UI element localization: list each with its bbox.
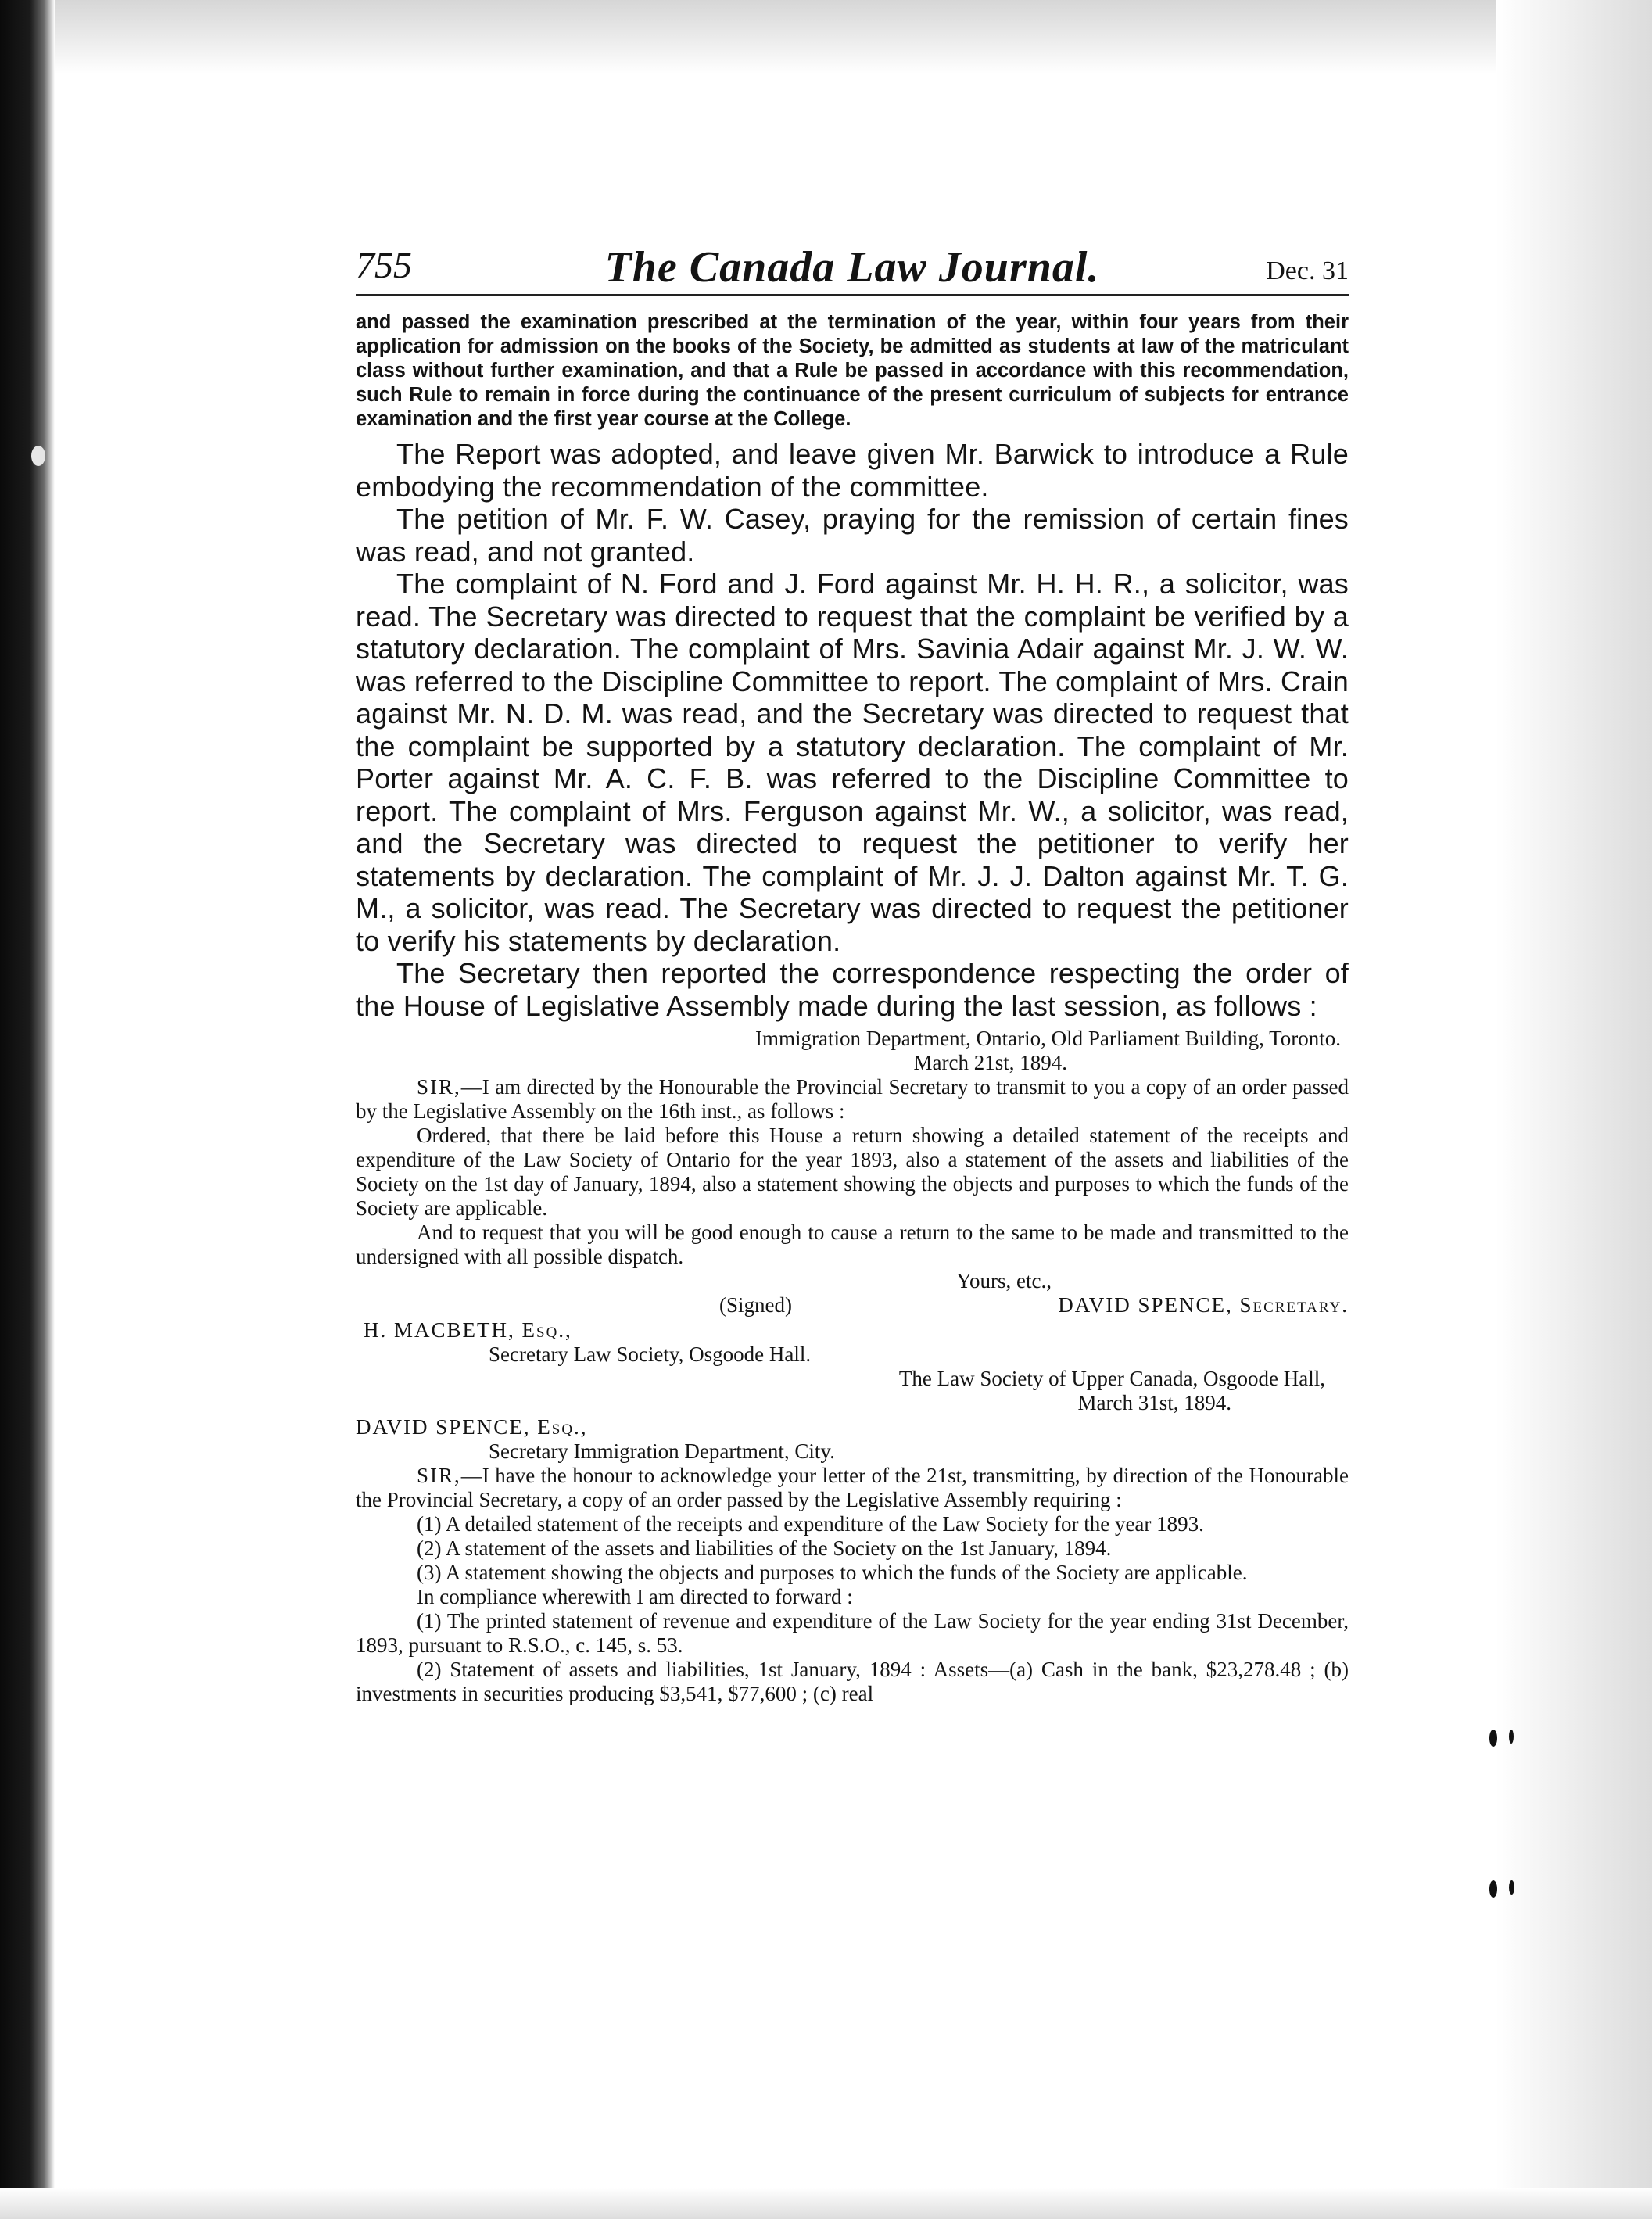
letter1-address: Immigration Department, Ontario, Old Parliament Building, Toronto. [755, 1027, 1341, 1050]
scan-speck [1509, 1880, 1514, 1895]
issue-date: Dec. 31 [1266, 256, 1349, 285]
letter2-salutation: SIR, [417, 1464, 461, 1487]
casey-petition-paragraph: The petition of Mr. F. W. Casey, praying for the remission of certain fines was read, and not granted. [356, 503, 1349, 568]
opening-paragraph: and passed the examination prescribed at the termination of the year, within four years from their application for admission on the books of the Society, be admitted as students at law of the matriculant class without further examination, and that a Rule be passed in accordance with this recommendation, such Rule to remain in force during the continuance of the present curriculum of subjects for entrance examination and the first year course at the College. [356, 311, 1349, 430]
page-number: 755 [356, 245, 412, 286]
scan-edge-bottom [0, 2188, 1652, 2219]
letter2-date: March 31st, 1894. [1077, 1391, 1231, 1414]
letter2-para1 [356, 1464, 1349, 1512]
letter2-addressee-title: Secretary Immigration Department, City. [489, 1439, 835, 1463]
correspondence-intro-paragraph: The Secretary then reported the correspondence respecting the order of the House of Legislative Assembly made during the last session, as follows : [356, 957, 1349, 1022]
scan-edge-top [0, 0, 1652, 74]
letter2-addressee: DAVID SPENCE, Esq., [356, 1415, 588, 1439]
letter1-signed: (Signed) [719, 1293, 792, 1317]
letter-immigration-department [356, 1027, 1349, 1367]
letter2-item-2: (2) A statement of the assets and liabilities of the Society on the 1st January, 1894. [417, 1536, 1112, 1560]
letter1-signatory: DAVID SPENCE, Secretary. [1058, 1293, 1349, 1317]
letter2-forward-1: (1) The printed statement of revenue and expenditure of the Law Society for the year ending 31st December, 1893, pursuant to R.S.O., c. 145, s. 53. [356, 1609, 1349, 1657]
letter1-date: March 21st, 1894. [913, 1051, 1067, 1074]
letter2-item-1: (1) A detailed statement of the receipts and expenditure of the Law Society for the year 1893. [417, 1512, 1204, 1536]
journal-title: The Canada Law Journal. [604, 243, 1100, 292]
letter-law-society [356, 1367, 1349, 1706]
letter1-order: Ordered, that there be laid before this House a return showing a detailed statement of the receipts and expenditure of the Law Society of Ontario for the year 1893, also a statement of the assets and liabilities of the Society on the 1st day of January, 1894, also a statement showing the objects and purposes to which the funds of the Society are applicable. [356, 1124, 1349, 1220]
scan-speck [1509, 1730, 1514, 1744]
letter2-forward-2: (2) Statement of assets and liabilities, 1st January, 1894 : Assets—(a) Cash in the bank, $23,278.48 ; (b) investments in securities producing $3,541, $77,600 ; (c) real [356, 1658, 1349, 1705]
letter1-addressee: H. MACBETH, Esq., [364, 1318, 572, 1342]
journal-page [356, 242, 1349, 1706]
scan-edge-right [1496, 0, 1652, 2219]
scan-edge-left [0, 0, 55, 2219]
letter2-item-3: (3) A statement showing the objects and purposes to which the funds of the Society are applicable. [417, 1561, 1248, 1584]
scan-speck [1489, 1730, 1497, 1747]
letter1-para1-text: —I am directed by the Honourable the Provincial Secretary to transmit to you a copy of an order passed by the Legislative Assembly on the 16th inst., as follows : [356, 1075, 1349, 1123]
letter2-para1-text: —I have the honour to acknowledge your letter of the 21st, transmitting, by direction of the Honourable the Provincial Secretary, a copy of an order passed by the Legislative Assembly requiring : [356, 1464, 1349, 1511]
letter1-closing: Yours, etc., [956, 1269, 1052, 1292]
scan-speck [1489, 1880, 1497, 1898]
letter1-para1 [356, 1075, 1349, 1124]
scan-speck [31, 446, 45, 466]
complaints-paragraph: The complaint of N. Ford and J. Ford against Mr. H. H. R., a solicitor, was read. The Secretary was directed to request that the complaint be verified by a statutory declaration. The complaint of Mrs. Savinia Adair against Mr. J. W. W. was referred to the Discipline Committee to report. The complaint of Mrs. Crain against Mr. N. D. M. was read, and the Secretary was directed to request that the complaint be supported by a statutory declaration. The complaint of Mr. Porter against Mr. A. C. F. B. was referred to the Discipline Committee to report. The complaint of Mrs. Ferguson against Mr. W., a solicitor, was read, and the Secretary was directed to request the petitioner to verify her statements by declaration. The complaint of Mr. J. J. Dalton against Mr. T. G. M., a solicitor, was read. The Secretary was directed to request the petitioner to verify his statements by declaration. [356, 568, 1349, 957]
letter1-salutation: SIR, [417, 1075, 461, 1099]
report-adopted-paragraph: The Report was adopted, and leave given Mr. Barwick to introduce a Rule embodying the recommendation of the committee. [356, 438, 1349, 503]
page-header [356, 242, 1349, 296]
letter2-address: The Law Society of Upper Canada, Osgoode Hall, [898, 1367, 1325, 1390]
letter1-signature-line [356, 1293, 1349, 1318]
letter2-compliance: In compliance wherewith I am directed to forward : [417, 1585, 853, 1608]
letter1-addressee-title: Secretary Law Society, Osgoode Hall. [489, 1343, 812, 1366]
letter1-request: And to request that you will be good enough to cause a return to the same to be made and transmitted to the undersigned with all possible dispatch. [356, 1221, 1349, 1268]
